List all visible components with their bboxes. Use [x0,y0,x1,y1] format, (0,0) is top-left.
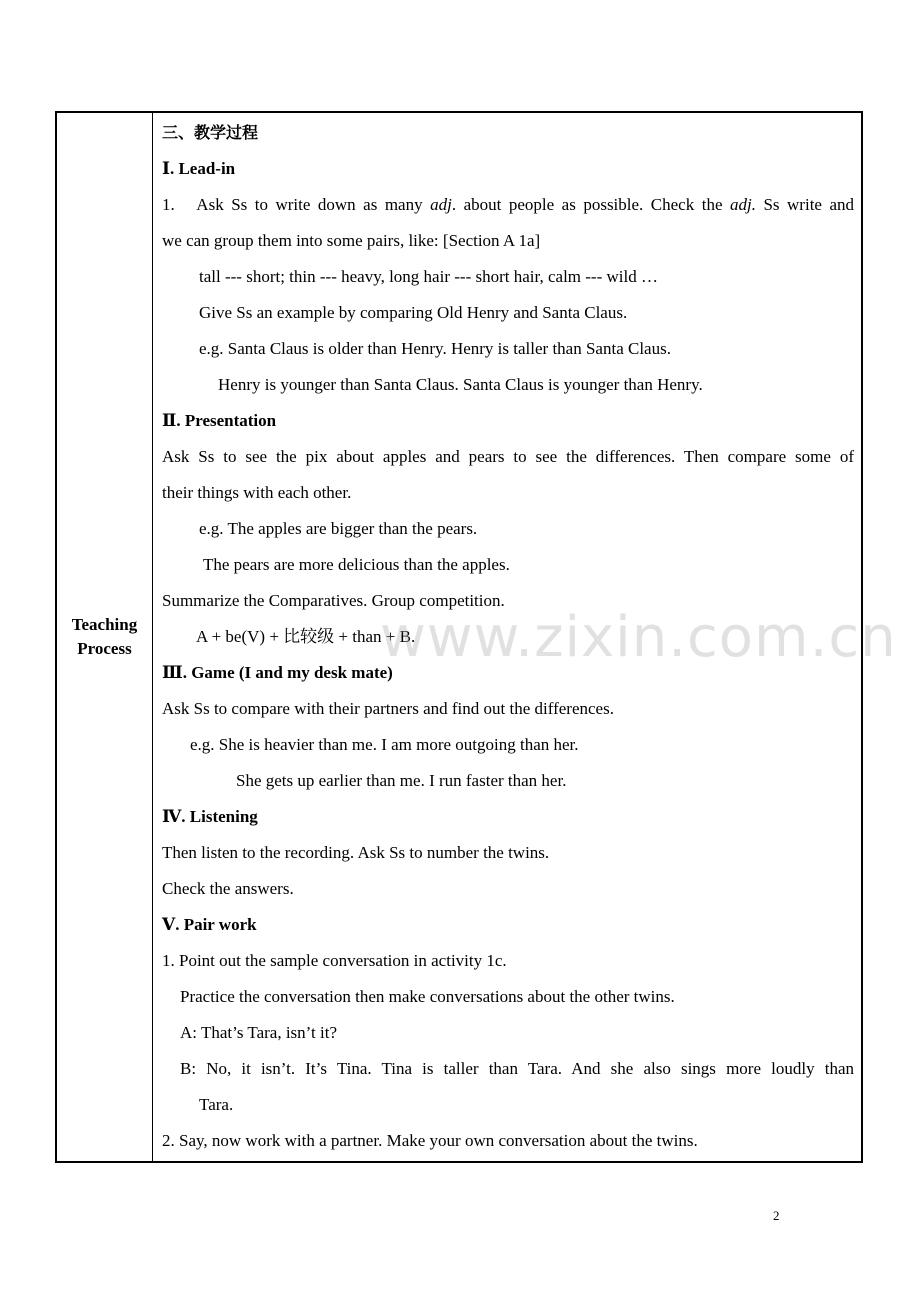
listening-text: Then listen to the recording. Ask Ss to number the twins. [162,843,550,862]
presentation-text: Ask Ss to see the pix about apples and pears to see the differences. Then compare some of [162,447,854,466]
watermark: www.zixin.com.cn [380,605,897,670]
pair-work-practice: Practice the conversation then make conversations about the other twins. [180,987,675,1006]
lead-in-step-1: 1. Ask Ss to write down as many adj. about people as possible. Check the adj. Ss write and [162,195,855,214]
lead-in-step-1-cont: we can group them into some pairs, like: [Section A 1a] [162,231,541,250]
dialogue-line-b-cont: Tara. [199,1095,234,1114]
page-number: 2 [773,1208,780,1223]
comparative-formula: A + be(V) + 比较级 + than + B. [196,627,416,646]
dialogue-line-a: A: That’s Tara, isn’t it? [180,1023,337,1042]
heading-lead-in: Ⅰ. Lead-in [162,159,236,178]
presentation-example-1: e.g. The apples are bigger than the pears. [199,519,478,538]
section-label [72,613,138,661]
process-title: 三、教学过程 [162,123,259,142]
game-example-2: She gets up earlier than me. I run faster than her. [236,771,567,790]
section-label-cell [57,113,153,1161]
game-text: Ask Ss to compare with their partners and find out the differences. [162,699,614,718]
pair-work-step-1: 1. Point out the sample conversation in activity 1c. [162,951,507,970]
lead-in-example-1: e.g. Santa Claus is older than Henry. Henry is taller than Santa Claus. [199,339,671,358]
heading-pair-work: Ⅴ. Pair work [162,915,257,934]
lead-in-example-2: Henry is younger than Santa Claus. Santa Claus is younger than Henry. [218,375,703,394]
section-label-line-1: Teaching [71,615,138,634]
section-label-line-2: Process [77,639,132,658]
listening-check: Check the answers. [162,879,294,898]
heading-game: Ⅲ. Game (I and my desk mate) [162,663,393,682]
heading-presentation: Ⅱ. Presentation [162,411,277,430]
lead-in-example-intro: Give Ss an example by comparing Old Henry and Santa Claus. [199,303,628,322]
dialogue-line-b: B: No, it isn’t. It’s Tina. Tina is taller than Tara. And she also sings more loudly than [180,1059,854,1078]
pair-work-step-2: 2. Say, now work with a partner. Make your own conversation about the twins. [162,1131,698,1150]
presentation-example-2: The pears are more delicious than the apples. [203,555,510,574]
heading-listening: Ⅳ. Listening [162,807,258,826]
adjective-pairs: tall --- short; thin --- heavy, long hair --- short hair, calm --- wild … [199,267,658,286]
game-example-1: e.g. She is heavier than me. I am more outgoing than her. [190,735,579,754]
comparatives-summary: Summarize the Comparatives. Group competition. [162,591,505,610]
presentation-text-cont: their things with each other. [162,483,352,502]
